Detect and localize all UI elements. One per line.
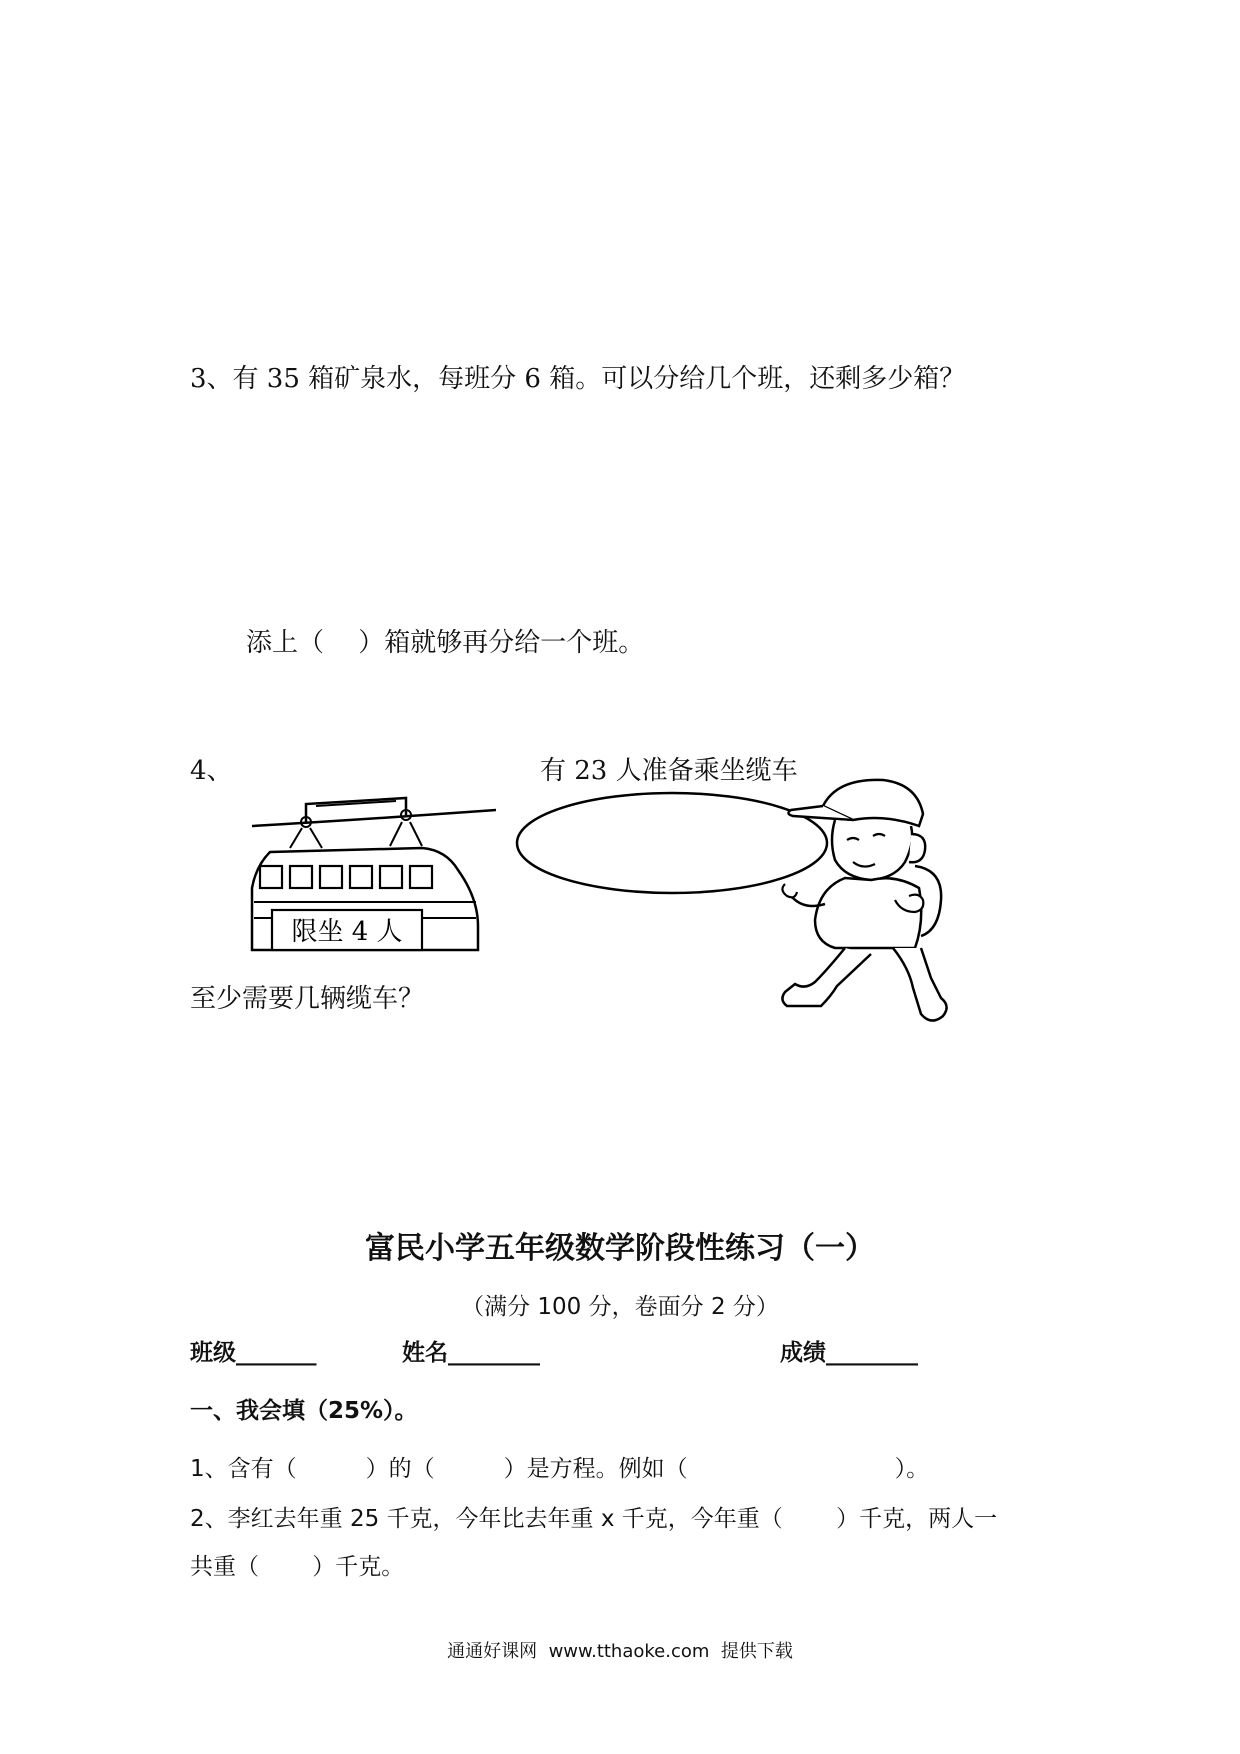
question-3-text: 3、有 35 箱矿泉水，每班分 6 箱。可以分给几个班，还剩多少箱？ bbox=[190, 364, 966, 394]
fill-item-2-line-1: 2、李红去年重 25 千克，今年比去年重 x 千克，今年重（ ）千克，两人一 bbox=[190, 1506, 998, 1532]
exam-subtitle: （满分 100 分，卷面分 2 分） bbox=[461, 1294, 779, 1320]
question-4-number: 4、 bbox=[190, 756, 233, 786]
fill-item-2-line-2: 共重（ ）千克。 bbox=[190, 1554, 405, 1580]
question-4-speech-text: 有 23 人准备乘坐缆车 bbox=[540, 756, 798, 786]
exam-title: 富民小学五年级数学阶段性练习（一） bbox=[365, 1231, 875, 1266]
cable-car-sign: 限坐 4 人 bbox=[291, 917, 403, 947]
boy-illustration bbox=[775, 770, 965, 1030]
section-one-heading: 一、我会填（25%）。 bbox=[190, 1398, 418, 1424]
name-field: 姓名________ bbox=[402, 1340, 540, 1366]
question-4-question: 至少需要几辆缆车？ bbox=[190, 984, 425, 1014]
fill-item-1: 1、含有（ ）的（ ）是方程。例如（ ）。 bbox=[190, 1456, 930, 1482]
cable-car-illustration bbox=[246, 786, 496, 966]
score-field: 成绩________ bbox=[780, 1340, 918, 1366]
footer-source: 通通好课网 www.tthaoke.com 提供下载 bbox=[447, 1641, 793, 1662]
class-field: 班级_______ bbox=[190, 1340, 317, 1366]
question-3-fill-blank: 添上（ ）箱就够再分给一个班。 bbox=[246, 628, 645, 658]
